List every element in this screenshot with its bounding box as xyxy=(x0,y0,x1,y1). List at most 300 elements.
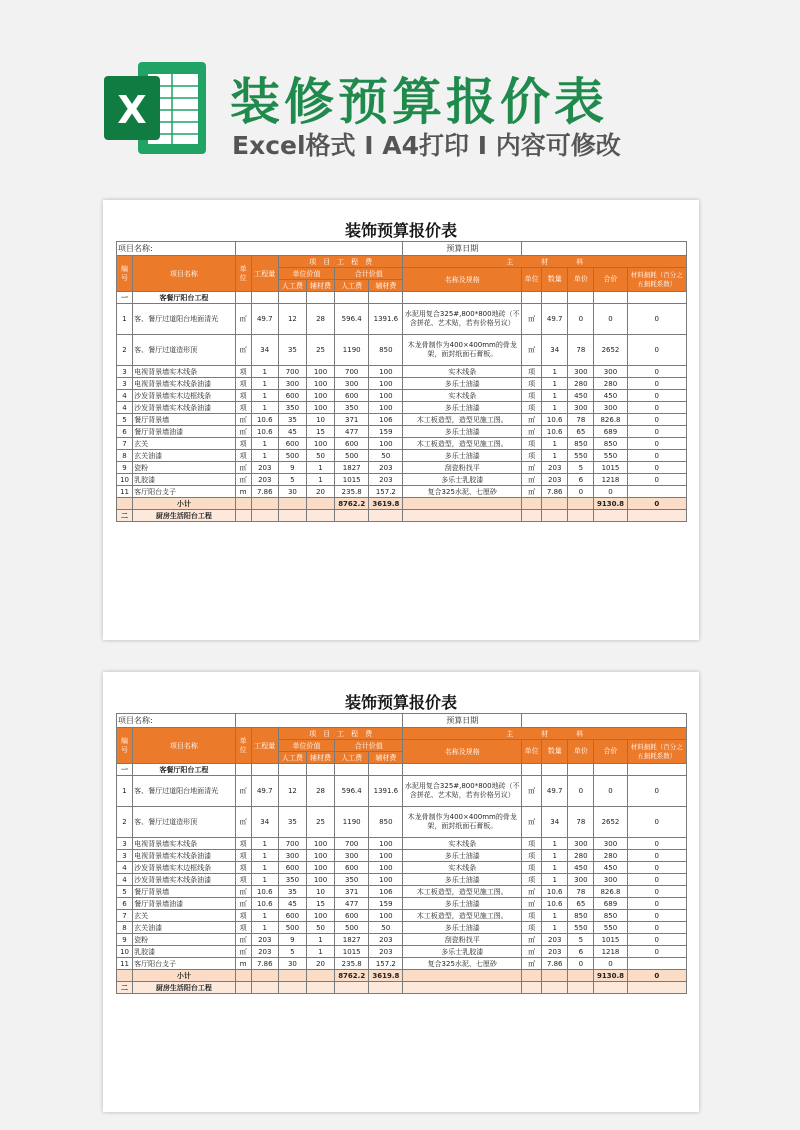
cell-name: 沙发背景墙实木线条油漆 xyxy=(133,402,236,414)
subtotal-label: 小计 xyxy=(133,498,236,510)
cell-unit: 项 xyxy=(235,402,251,414)
cell-t-aux: 203 xyxy=(369,934,403,946)
cell-m-price: 850 xyxy=(568,438,594,450)
cell-m-qty: 1 xyxy=(542,390,568,402)
cell-loss: 0 xyxy=(627,426,686,438)
cell-spec: 木龙骨制作为400×400mm的骨龙架，面封纸面石膏板。 xyxy=(403,335,522,366)
cell-m-unit: ㎡ xyxy=(522,898,542,910)
cell-unit: ㎡ xyxy=(235,426,251,438)
cell-spec: 实木线条 xyxy=(403,366,522,378)
cell-m-total: 0 xyxy=(594,776,627,807)
quote-table xyxy=(116,241,687,522)
subtotal-row xyxy=(117,970,687,982)
cell-qty: 203 xyxy=(251,934,278,946)
cell-unit: m xyxy=(235,958,251,970)
budget-date-value xyxy=(522,242,687,256)
cell-t-aux: 100 xyxy=(369,402,403,414)
cell-spec: 多乐士油漆 xyxy=(403,850,522,862)
cell-m-total: 280 xyxy=(594,378,627,390)
cell-spec: 多乐士油漆 xyxy=(403,426,522,438)
cell-t-labor: 1190 xyxy=(335,807,369,838)
cell-m-price: 300 xyxy=(568,838,594,850)
cell-m-unit: ㎡ xyxy=(522,946,542,958)
cell-name: 电视背景墙实木线条油漆 xyxy=(133,378,236,390)
cell-t-labor: 477 xyxy=(335,426,369,438)
cell-t-labor: 350 xyxy=(335,402,369,414)
subtotal-aux: 3619.8 xyxy=(369,498,403,510)
cell-m-price: 65 xyxy=(568,898,594,910)
cell-m-total: 550 xyxy=(594,922,627,934)
header-row xyxy=(117,256,687,268)
cell-m-qty: 49.7 xyxy=(542,776,568,807)
project-name-value xyxy=(235,242,403,256)
cell-loss: 0 xyxy=(627,946,686,958)
cell-qty: 203 xyxy=(251,946,278,958)
cell-spec: 多乐士乳胶漆 xyxy=(403,474,522,486)
section-name: 客餐厅阳台工程 xyxy=(133,764,236,776)
col-unit: 单位 xyxy=(235,728,251,764)
cell-name: 沙发背景墙实木边框线条 xyxy=(133,862,236,874)
cell-t-labor: 477 xyxy=(335,898,369,910)
section-name: 厨房生活阳台工程 xyxy=(133,510,236,522)
cell-m-price: 280 xyxy=(568,850,594,862)
cell-no: 5 xyxy=(117,414,133,426)
cell-spec: 多乐士油漆 xyxy=(403,898,522,910)
table-row xyxy=(117,304,687,335)
cell-name: 电视背景墙实木线条 xyxy=(133,366,236,378)
cell-t-aux: 100 xyxy=(369,378,403,390)
cell-m-price: 0 xyxy=(568,958,594,970)
cell-t-aux: 203 xyxy=(369,474,403,486)
cell-qty: 1 xyxy=(251,850,278,862)
cell-spec: 多乐士油漆 xyxy=(403,450,522,462)
cell-m-total: 0 xyxy=(594,958,627,970)
budget-date-value xyxy=(522,714,687,728)
cell-u-labor: 500 xyxy=(278,450,306,462)
cell-m-qty: 1 xyxy=(542,922,568,934)
cell-loss: 0 xyxy=(627,438,686,450)
cell-m-unit: 项 xyxy=(522,450,542,462)
cell-u-aux: 100 xyxy=(306,862,334,874)
cell-m-total: 689 xyxy=(594,898,627,910)
cell-m-total: 2652 xyxy=(594,335,627,366)
budget-date-label: 预算日期 xyxy=(403,714,522,728)
cell-t-aux: 1391.6 xyxy=(369,304,403,335)
cell-qty: 1 xyxy=(251,390,278,402)
cell-m-price: 5 xyxy=(568,462,594,474)
cell-loss: 0 xyxy=(627,390,686,402)
table-row xyxy=(117,874,687,886)
col-u-aux: 辅材费 xyxy=(306,280,334,292)
cell-loss: 0 xyxy=(627,474,686,486)
cell-qty: 1 xyxy=(251,922,278,934)
cell-name: 玄关油漆 xyxy=(133,922,236,934)
cell-no: 4 xyxy=(117,874,133,886)
table-row xyxy=(117,390,687,402)
cell-u-aux: 100 xyxy=(306,874,334,886)
table-row xyxy=(117,438,687,450)
cell-u-aux: 10 xyxy=(306,886,334,898)
cell-no: 2 xyxy=(117,807,133,838)
cell-m-total: 300 xyxy=(594,874,627,886)
cell-unit: ㎡ xyxy=(235,946,251,958)
col-unit-price: 单位价值 xyxy=(278,740,334,752)
cell-t-aux: 100 xyxy=(369,862,403,874)
cell-t-labor: 596.4 xyxy=(335,776,369,807)
cell-name: 沙发背景墙实木边框线条 xyxy=(133,390,236,402)
cell-spec: 实木线条 xyxy=(403,838,522,850)
col-unit-price: 单位价值 xyxy=(278,268,334,280)
cell-m-qty: 34 xyxy=(542,807,568,838)
cell-u-labor: 45 xyxy=(278,426,306,438)
cell-u-aux: 100 xyxy=(306,366,334,378)
col-t-labor: 人工费 xyxy=(335,280,369,292)
col-total-price: 合计价值 xyxy=(335,268,403,280)
cell-name: 客、餐厅过道造形顶 xyxy=(133,807,236,838)
cell-loss: 0 xyxy=(627,304,686,335)
cell-m-total: 826.8 xyxy=(594,886,627,898)
cell-no: 5 xyxy=(117,886,133,898)
cell-u-labor: 35 xyxy=(278,886,306,898)
cell-m-price: 78 xyxy=(568,335,594,366)
cell-qty: 1 xyxy=(251,450,278,462)
cell-m-price: 78 xyxy=(568,807,594,838)
cell-qty: 10.6 xyxy=(251,898,278,910)
cell-name: 玄关油漆 xyxy=(133,450,236,462)
cell-u-aux: 28 xyxy=(306,776,334,807)
table-row xyxy=(117,850,687,862)
cell-m-unit: ㎡ xyxy=(522,335,542,366)
col-m-unit-price: 单价 xyxy=(568,740,594,764)
cell-unit: 项 xyxy=(235,450,251,462)
banner xyxy=(0,0,800,195)
cell-m-qty: 203 xyxy=(542,946,568,958)
cell-u-labor: 9 xyxy=(278,462,306,474)
cell-u-labor: 35 xyxy=(278,414,306,426)
cell-unit: ㎡ xyxy=(235,474,251,486)
cell-spec: 多乐士油漆 xyxy=(403,378,522,390)
cell-m-unit: ㎡ xyxy=(522,304,542,335)
subtotal-row xyxy=(117,498,687,510)
subtotal-labor: 8762.2 xyxy=(335,970,369,982)
section-seq: 一 xyxy=(117,764,133,776)
cell-loss: 0 xyxy=(627,335,686,366)
col-main-material: 主 材 料 xyxy=(403,256,687,268)
cell-unit: ㎡ xyxy=(235,886,251,898)
cell-name: 玄关 xyxy=(133,910,236,922)
cell-unit: ㎡ xyxy=(235,462,251,474)
cell-m-unit: ㎡ xyxy=(522,474,542,486)
cell-t-aux: 100 xyxy=(369,850,403,862)
project-name-value xyxy=(235,714,403,728)
cell-m-total: 1218 xyxy=(594,946,627,958)
cell-unit: ㎡ xyxy=(235,934,251,946)
cell-loss: 0 xyxy=(627,462,686,474)
cell-m-price: 550 xyxy=(568,922,594,934)
subtotal-label: 小计 xyxy=(133,970,236,982)
cell-spec: 实木线条 xyxy=(403,862,522,874)
cell-no: 7 xyxy=(117,910,133,922)
cell-qty: 203 xyxy=(251,462,278,474)
col-project-fee: 项 目 工 程 费 xyxy=(278,728,403,740)
cell-u-labor: 350 xyxy=(278,874,306,886)
cell-t-aux: 850 xyxy=(369,335,403,366)
cell-no: 11 xyxy=(117,486,133,498)
cell-m-unit: ㎡ xyxy=(522,462,542,474)
cell-m-qty: 1 xyxy=(542,862,568,874)
col-unit: 单位 xyxy=(235,256,251,292)
table-row xyxy=(117,462,687,474)
cell-u-aux: 100 xyxy=(306,402,334,414)
cell-t-aux: 50 xyxy=(369,450,403,462)
cell-m-unit: 项 xyxy=(522,862,542,874)
col-m-unit: 单位 xyxy=(522,740,542,764)
cell-u-labor: 300 xyxy=(278,850,306,862)
subtotal-material: 9130.8 xyxy=(594,970,627,982)
quote-table xyxy=(116,713,687,994)
cell-loss: 0 xyxy=(627,378,686,390)
cell-m-qty: 34 xyxy=(542,335,568,366)
cell-spec: 水泥用复合325#,800*800地砖（不含拼花、艺术贴，若有价格另议） xyxy=(403,304,522,335)
cell-m-qty: 1 xyxy=(542,838,568,850)
table-row xyxy=(117,486,687,498)
col-u-aux: 辅材费 xyxy=(306,752,334,764)
cell-m-qty: 1 xyxy=(542,366,568,378)
cell-t-labor: 1190 xyxy=(335,335,369,366)
cell-loss: 0 xyxy=(627,450,686,462)
cell-no: 9 xyxy=(117,462,133,474)
cell-m-unit: ㎡ xyxy=(522,886,542,898)
cell-t-labor: 600 xyxy=(335,910,369,922)
cell-m-price: 78 xyxy=(568,886,594,898)
cell-m-qty: 10.6 xyxy=(542,414,568,426)
cell-u-labor: 300 xyxy=(278,378,306,390)
cell-name: 餐厅背景墙 xyxy=(133,886,236,898)
cell-u-labor: 5 xyxy=(278,946,306,958)
project-name-label: 项目名称: xyxy=(117,242,236,256)
table-row xyxy=(117,414,687,426)
cell-m-price: 450 xyxy=(568,390,594,402)
cell-qty: 34 xyxy=(251,807,278,838)
cell-qty: 10.6 xyxy=(251,886,278,898)
cell-unit: ㎡ xyxy=(235,335,251,366)
cell-u-aux: 1 xyxy=(306,946,334,958)
cell-m-qty: 1 xyxy=(542,438,568,450)
section-row xyxy=(117,292,687,304)
cell-u-labor: 350 xyxy=(278,402,306,414)
cell-t-aux: 159 xyxy=(369,426,403,438)
cell-m-total: 850 xyxy=(594,910,627,922)
cell-name: 餐厅背景墙 xyxy=(133,414,236,426)
cell-m-price: 280 xyxy=(568,378,594,390)
cell-name: 餐厅背景墙油漆 xyxy=(133,426,236,438)
col-quantity: 工程量 xyxy=(251,728,278,764)
subtotal-loss: 0 xyxy=(627,498,686,510)
cell-m-unit: 项 xyxy=(522,874,542,886)
sheet-page-1 xyxy=(103,200,699,640)
cell-u-labor: 500 xyxy=(278,922,306,934)
section-row xyxy=(117,982,687,994)
cell-t-aux: 203 xyxy=(369,946,403,958)
cell-m-qty: 203 xyxy=(542,934,568,946)
col-item-name: 项目名称 xyxy=(133,256,236,292)
cell-t-labor: 1827 xyxy=(335,462,369,474)
cell-u-labor: 700 xyxy=(278,838,306,850)
col-m-qty: 数量 xyxy=(542,268,568,292)
cell-m-price: 300 xyxy=(568,402,594,414)
cell-m-price: 78 xyxy=(568,414,594,426)
cell-loss: 0 xyxy=(627,922,686,934)
cell-m-total: 450 xyxy=(594,862,627,874)
cell-t-labor: 235.8 xyxy=(335,958,369,970)
cell-name: 客、餐厅过道造形顶 xyxy=(133,335,236,366)
cell-spec: 刮瓷粉找平 xyxy=(403,934,522,946)
cell-name: 客、餐厅过道阳台地面清光 xyxy=(133,776,236,807)
cell-no: 8 xyxy=(117,450,133,462)
table-row xyxy=(117,402,687,414)
cell-m-price: 300 xyxy=(568,874,594,886)
cell-m-unit: ㎡ xyxy=(522,426,542,438)
cell-t-aux: 100 xyxy=(369,366,403,378)
cell-t-labor: 350 xyxy=(335,874,369,886)
cell-unit: 项 xyxy=(235,862,251,874)
header-row xyxy=(117,728,687,740)
cell-qty: 7.86 xyxy=(251,958,278,970)
cell-unit: m xyxy=(235,486,251,498)
cell-loss: 0 xyxy=(627,838,686,850)
cell-u-labor: 600 xyxy=(278,910,306,922)
cell-m-qty: 203 xyxy=(542,474,568,486)
cell-t-aux: 106 xyxy=(369,886,403,898)
cell-u-aux: 25 xyxy=(306,807,334,838)
cell-unit: ㎡ xyxy=(235,776,251,807)
cell-m-price: 0 xyxy=(568,776,594,807)
cell-m-total: 2652 xyxy=(594,807,627,838)
cell-m-qty: 10.6 xyxy=(542,426,568,438)
cell-m-unit: 项 xyxy=(522,438,542,450)
table-row xyxy=(117,910,687,922)
col-t-labor: 人工费 xyxy=(335,752,369,764)
cell-m-qty: 10.6 xyxy=(542,886,568,898)
cell-loss xyxy=(627,486,686,498)
cell-t-labor: 596.4 xyxy=(335,304,369,335)
cell-m-unit: ㎡ xyxy=(522,934,542,946)
cell-qty: 49.7 xyxy=(251,304,278,335)
cell-u-aux: 100 xyxy=(306,838,334,850)
cell-t-labor: 1015 xyxy=(335,474,369,486)
cell-spec: 木工板造型，造型见施工图。 xyxy=(403,414,522,426)
cell-unit: 项 xyxy=(235,438,251,450)
cell-m-unit: ㎡ xyxy=(522,807,542,838)
cell-u-aux: 10 xyxy=(306,414,334,426)
cell-m-total: 826.8 xyxy=(594,414,627,426)
cell-t-labor: 1015 xyxy=(335,946,369,958)
cell-t-aux: 100 xyxy=(369,874,403,886)
cell-m-qty: 1 xyxy=(542,402,568,414)
cell-spec: 多乐士油漆 xyxy=(403,874,522,886)
cell-no: 6 xyxy=(117,426,133,438)
col-m-total: 合价 xyxy=(594,268,627,292)
table-row xyxy=(117,946,687,958)
cell-m-total: 300 xyxy=(594,366,627,378)
subtotal-material: 9130.8 xyxy=(594,498,627,510)
cell-t-labor: 700 xyxy=(335,838,369,850)
cell-m-price: 6 xyxy=(568,474,594,486)
cell-m-total: 0 xyxy=(594,486,627,498)
section-seq: 二 xyxy=(117,510,133,522)
cell-loss: 0 xyxy=(627,874,686,886)
cell-t-labor: 600 xyxy=(335,862,369,874)
table-row xyxy=(117,807,687,838)
cell-u-labor: 700 xyxy=(278,366,306,378)
cell-m-qty: 1 xyxy=(542,850,568,862)
cell-m-unit: 项 xyxy=(522,922,542,934)
table-row xyxy=(117,898,687,910)
cell-m-qty: 7.86 xyxy=(542,958,568,970)
cell-qty: 203 xyxy=(251,474,278,486)
cell-u-aux: 15 xyxy=(306,426,334,438)
cell-no: 1 xyxy=(117,776,133,807)
cell-u-labor: 600 xyxy=(278,862,306,874)
cell-unit: 项 xyxy=(235,922,251,934)
cell-no: 3 xyxy=(117,378,133,390)
col-seq: 编号 xyxy=(117,728,133,764)
cell-m-total: 300 xyxy=(594,402,627,414)
cell-unit: ㎡ xyxy=(235,304,251,335)
table-row xyxy=(117,922,687,934)
cell-loss: 0 xyxy=(627,776,686,807)
cell-unit: ㎡ xyxy=(235,414,251,426)
cell-u-aux: 25 xyxy=(306,335,334,366)
cell-t-labor: 500 xyxy=(335,450,369,462)
col-m-unit: 单位 xyxy=(522,268,542,292)
cell-name: 客、餐厅过道阳台地面清光 xyxy=(133,304,236,335)
cell-u-labor: 35 xyxy=(278,335,306,366)
cell-m-price: 300 xyxy=(568,366,594,378)
col-loss: 材料损耗（百分之五损耗系数） xyxy=(627,740,686,764)
cell-unit: 项 xyxy=(235,850,251,862)
cell-t-aux: 203 xyxy=(369,462,403,474)
cell-loss: 0 xyxy=(627,807,686,838)
cell-u-aux: 100 xyxy=(306,378,334,390)
cell-name: 客厅阳台攴子 xyxy=(133,958,236,970)
cell-loss: 0 xyxy=(627,850,686,862)
cell-spec: 木工板造型，造型见施工图。 xyxy=(403,438,522,450)
col-seq: 编号 xyxy=(117,256,133,292)
cell-spec: 水泥用复合325#,800*800地砖（不含拼花、艺术贴，若有价格另议） xyxy=(403,776,522,807)
cell-no: 10 xyxy=(117,946,133,958)
cell-u-aux: 100 xyxy=(306,390,334,402)
cell-no: 9 xyxy=(117,934,133,946)
cell-spec: 木龙骨制作为400×400mm的骨龙架，面封纸面石膏板。 xyxy=(403,807,522,838)
cell-m-unit: 项 xyxy=(522,402,542,414)
table-row xyxy=(117,776,687,807)
table-row xyxy=(117,378,687,390)
cell-t-aux: 159 xyxy=(369,898,403,910)
subtotal-loss: 0 xyxy=(627,970,686,982)
cell-spec: 实木线条 xyxy=(403,390,522,402)
cell-unit: 项 xyxy=(235,910,251,922)
cell-t-aux: 157.2 xyxy=(369,958,403,970)
cell-u-aux: 28 xyxy=(306,304,334,335)
cell-m-total: 300 xyxy=(594,838,627,850)
col-m-unit-price: 单价 xyxy=(568,268,594,292)
cell-qty: 1 xyxy=(251,402,278,414)
cell-m-price: 65 xyxy=(568,426,594,438)
col-m-qty: 数量 xyxy=(542,740,568,764)
cell-spec: 多乐士油漆 xyxy=(403,402,522,414)
cell-no: 4 xyxy=(117,862,133,874)
